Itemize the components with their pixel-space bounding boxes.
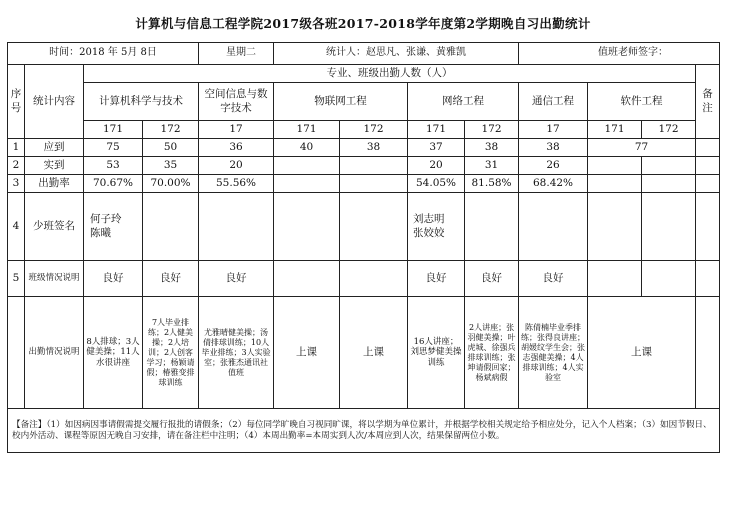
teacher-signature-field: 值班老师签字：: [519, 43, 720, 65]
weekday-field: 星期二: [199, 43, 274, 65]
value-cell: 54.05%: [408, 175, 465, 193]
value-cell: 38: [519, 139, 588, 157]
row-number: 5: [8, 261, 25, 297]
value-cell: [274, 175, 340, 193]
table-row: [8, 261, 720, 297]
row-label: 少班签名: [25, 193, 84, 261]
value-cell: 良好: [519, 261, 588, 297]
class-header: 171: [84, 121, 143, 139]
remark-cell: [696, 261, 720, 297]
table-row: [8, 157, 720, 175]
major-comm: 通信工程: [519, 83, 588, 121]
detail-cell: 8人排球；3人健美操；11人水很讲座: [84, 297, 143, 409]
signature-cell: [143, 193, 199, 261]
row-number: 4: [8, 193, 25, 261]
table-row: [8, 193, 720, 261]
detail-cell: 上课: [274, 297, 340, 409]
row-number: 3: [8, 175, 25, 193]
row-label: 实到: [25, 157, 84, 175]
class-header: 172: [143, 121, 199, 139]
seq-header: 序号: [8, 65, 25, 139]
signature-cell: [340, 193, 408, 261]
value-cell: 70.00%: [143, 175, 199, 193]
footnote: 【备注】（1）如因病因事请假需提交履行报批的请假条；（2）每位同学旷晚自习视同旷课，将以学期为单位累计，并根据学校相关规定给予相应处分，记入个人档案；（3）如因节假日、校内外活动、课程等原因无晚自习安排，请在备注栏中注明；（4）本周出勤率=本周实到人次/本周应到人次，结果保留两位小数。: [8, 409, 720, 453]
value-cell: 50: [143, 139, 199, 157]
statistician-field: 统计人：赵思凡、张谦、黄雅凯: [274, 43, 519, 65]
class-header: 172: [465, 121, 519, 139]
signature-cell: [588, 193, 642, 261]
value-cell: [274, 261, 340, 297]
value-cell: [588, 261, 642, 297]
table-row: [8, 297, 720, 409]
remark-cell: [696, 175, 720, 193]
value-cell: 31: [465, 157, 519, 175]
value-cell: 68.42%: [519, 175, 588, 193]
value-cell: [340, 175, 408, 193]
signature-name: 何子玲: [90, 213, 122, 226]
value-cell: 良好: [143, 261, 199, 297]
class-header: 171: [588, 121, 642, 139]
detail-cell: 7人毕业排练；2人健美操；2人培训；2人创客学习；杨颖请假；椿雅变排球训练: [143, 297, 199, 409]
value-cell: 40: [274, 139, 340, 157]
detail-cell: 上课: [340, 297, 408, 409]
row-label: 出勤情况说明: [25, 297, 84, 409]
signature-cell: [274, 193, 340, 261]
group-header: 专业、班级出勤人数（人）: [84, 65, 696, 83]
value-cell: 35: [143, 157, 199, 175]
signature-cell: [465, 193, 519, 261]
class-header: 171: [274, 121, 340, 139]
detail-cell: 上课: [588, 297, 696, 409]
class-header: 172: [340, 121, 408, 139]
row-number: 2: [8, 157, 25, 175]
table-row: [8, 175, 720, 193]
row-label: 应到: [25, 139, 84, 157]
value-cell: 良好: [465, 261, 519, 297]
signature-name: 陈曦: [90, 226, 111, 239]
content-header: 统计内容: [25, 65, 84, 139]
value-cell: 36: [199, 139, 274, 157]
major-soft: 软件工程: [588, 83, 696, 121]
class-header: 172: [642, 121, 696, 139]
major-net: 网络工程: [408, 83, 519, 121]
major-iot: 物联网工程: [274, 83, 408, 121]
detail-cell: 陈倩楠毕业季排练；张得良讲座；胡媛纹学生会；张志强健美操；4人排球训练；4人实验室: [519, 297, 588, 409]
remark-cell: [696, 139, 720, 157]
remark-header: 备注: [696, 65, 720, 139]
row-label: 班级情况说明: [25, 261, 84, 297]
value-cell: 良好: [84, 261, 143, 297]
table-row: [8, 139, 720, 157]
detail-cell: 16人讲座；刘思梦健美操训练: [408, 297, 465, 409]
value-cell: 38: [340, 139, 408, 157]
value-cell: 37: [408, 139, 465, 157]
value-cell: [642, 261, 696, 297]
remark-cell: [696, 157, 720, 175]
row-label: 出勤率: [25, 175, 84, 193]
value-cell: 20: [199, 157, 274, 175]
value-cell: [588, 157, 642, 175]
signature-cell: [84, 193, 143, 261]
value-cell: 良好: [408, 261, 465, 297]
signature-cell: [519, 193, 588, 261]
date-field: 时间：2018 年 5月 8日: [8, 43, 199, 65]
value-cell: 81.58%: [465, 175, 519, 193]
value-cell: 55.56%: [199, 175, 274, 193]
value-cell: [340, 261, 408, 297]
major-space: 空间信息与数字技术: [199, 83, 274, 121]
value-cell: 75: [84, 139, 143, 157]
sheet-title: 计算机与信息工程学院2017级各班2017-2018学年度第2学期晚自习出勤统计: [135, 16, 591, 31]
class-header: 17: [519, 121, 588, 139]
attendance-table: [7, 42, 720, 453]
signature-cell: [199, 193, 274, 261]
value-cell: [642, 175, 696, 193]
major-cs: 计算机科学与技术: [84, 83, 199, 121]
signature-cell: [642, 193, 696, 261]
value-cell: 26: [519, 157, 588, 175]
detail-cell: 尤雅晴健美操；汤倩排球训练；10人毕业排练；3人实验室；张雅杰通讯社值班: [199, 297, 274, 409]
class-header: 171: [408, 121, 465, 139]
value-cell: 53: [84, 157, 143, 175]
value-cell: [642, 157, 696, 175]
value-cell: [588, 175, 642, 193]
row-number: [8, 297, 25, 409]
value-cell: 20: [408, 157, 465, 175]
class-header: 17: [199, 121, 274, 139]
row-number: 1: [8, 139, 25, 157]
value-cell: [340, 157, 408, 175]
signature-name: 张姣姣: [413, 226, 445, 239]
signature-name: 刘志明: [413, 213, 445, 226]
value-cell: [274, 157, 340, 175]
detail-cell: 2人讲座；张羽健美操；叶虎城、徐强兵排球训练；张坤请假回家；杨斌病假: [465, 297, 519, 409]
value-cell: 良好: [199, 261, 274, 297]
value-cell: 38: [465, 139, 519, 157]
signature-cell: [408, 193, 465, 261]
value-cell: 70.67%: [84, 175, 143, 193]
remark-cell: [696, 193, 720, 261]
remark-cell: [696, 297, 720, 409]
value-cell: 77: [588, 139, 696, 157]
